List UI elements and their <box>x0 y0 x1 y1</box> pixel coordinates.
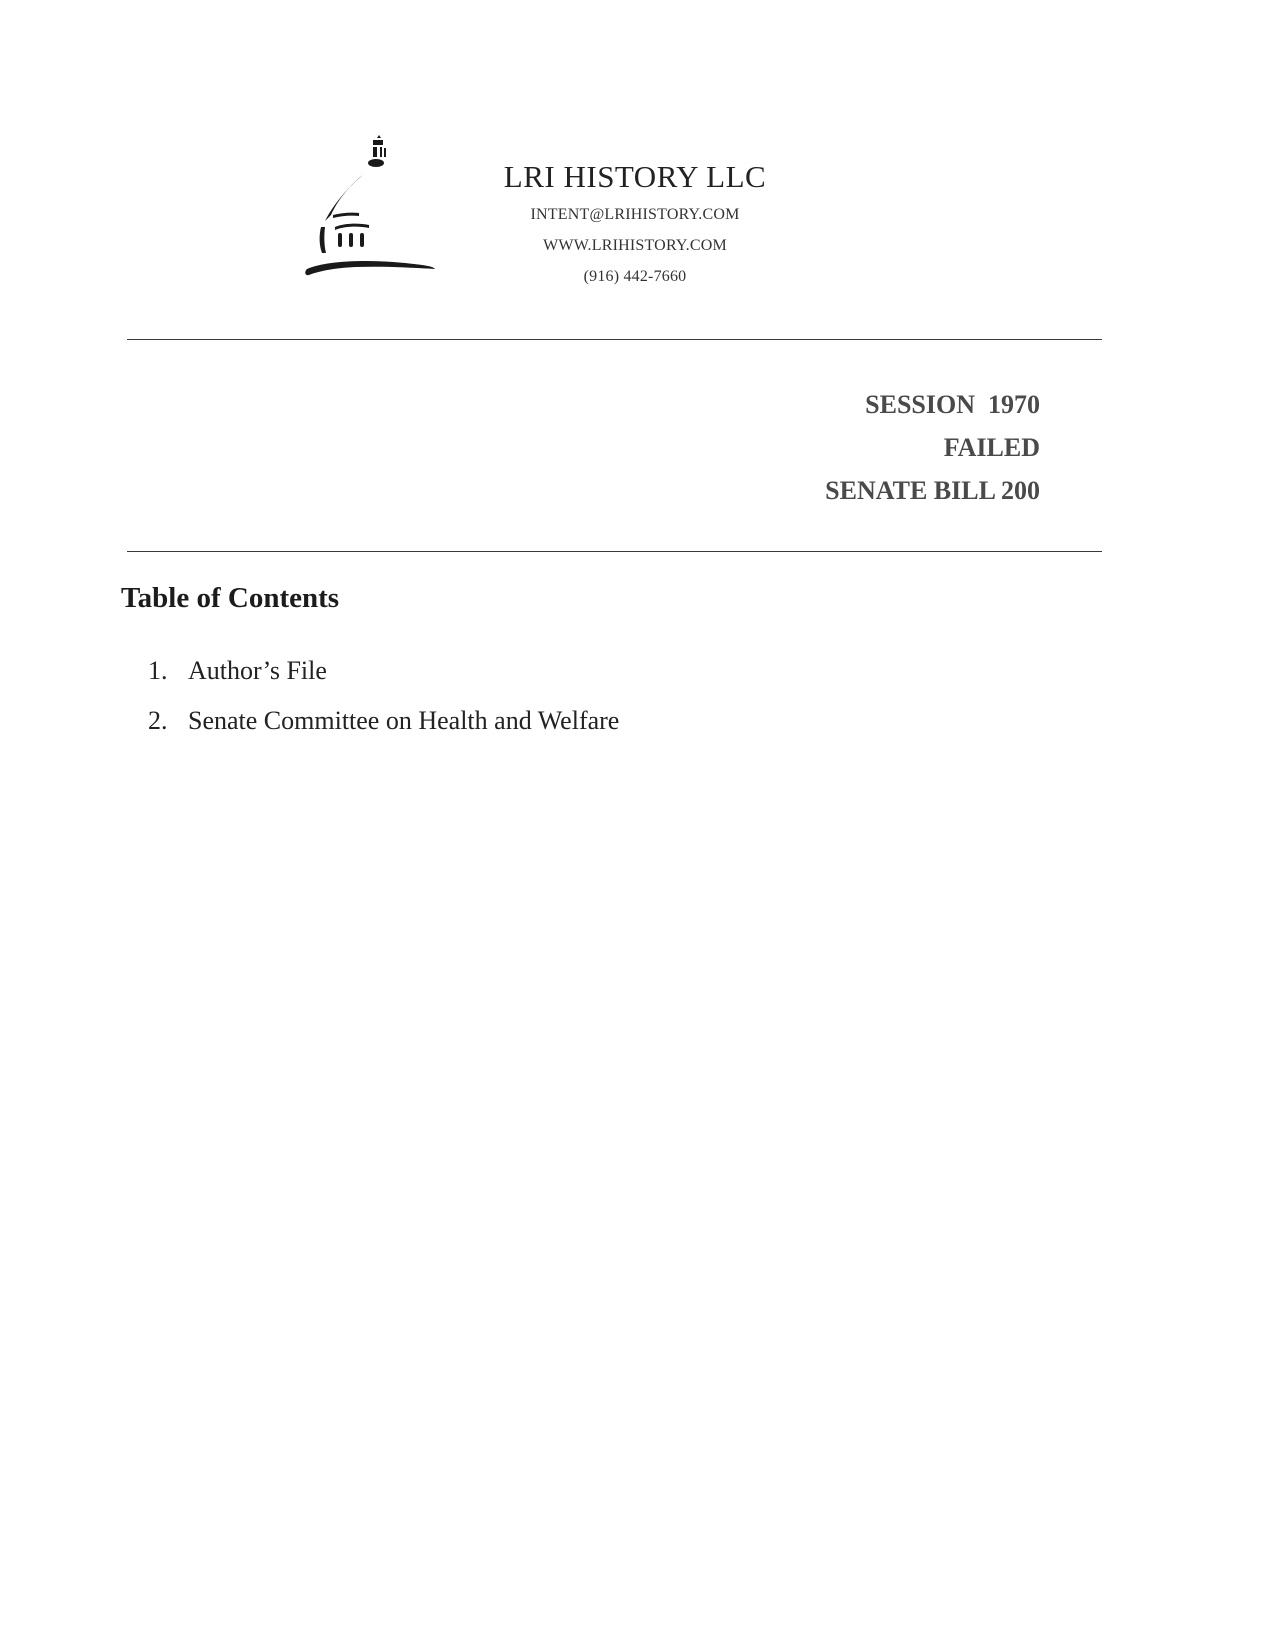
bottom-divider <box>127 551 1102 552</box>
company-email: INTENT@LRIHISTORY.COM <box>530 206 740 223</box>
company-phone: (916) 442-7660 <box>583 268 687 285</box>
toc-item[interactable] <box>148 646 619 696</box>
company-header <box>460 158 810 292</box>
bill-label: SENATE BILL 200 <box>825 476 1040 505</box>
bill-info-block <box>825 383 1040 512</box>
toc-item-label: Senate Committee on Health and Welfare <box>188 706 620 735</box>
toc-item-number: 2. <box>148 706 168 735</box>
company-name: LRI HISTORY LLC <box>503 159 767 194</box>
session-label: SESSION 1970 <box>865 390 1040 419</box>
toc-item-label: Author’s File <box>188 656 327 685</box>
company-website: WWW.LRIHISTORY.COM <box>543 237 727 254</box>
toc-item[interactable] <box>148 696 619 746</box>
capitol-dome-icon <box>305 135 455 295</box>
status-label: FAILED <box>943 433 1040 462</box>
toc-item-number: 1. <box>148 656 168 685</box>
toc-list <box>148 646 619 746</box>
top-divider <box>127 339 1102 340</box>
toc-heading: Table of Contents <box>121 582 340 614</box>
